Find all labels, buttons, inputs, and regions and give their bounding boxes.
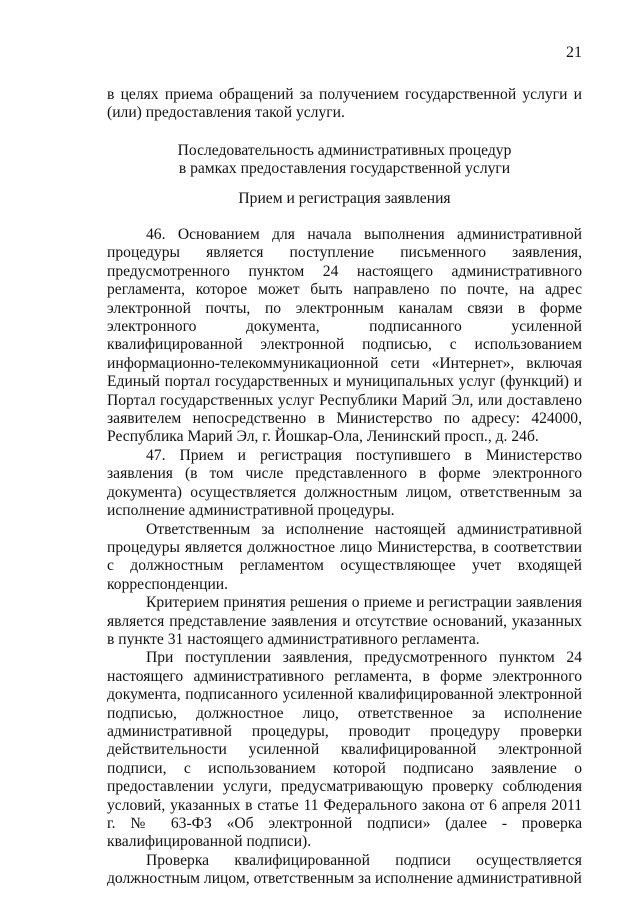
paragraph-responsible: Ответственным за исполнение настоящей административной процедуры является должностное лицо Министерства, в соответствии с должностным регламентом осуществляющее учет входящей корреспонденции. <box>107 520 582 593</box>
section-heading <box>107 142 582 179</box>
body-text <box>107 226 582 889</box>
section-heading-line-1: Последовательность административных процедур <box>177 142 512 159</box>
paragraph-46: 46. Основанием для начала выполнения административной процедуры является поступление письменного заявления, предусмотренного пунктом 24 настоящего административного регламента, которое может быть направлено по почте, на адрес электронной почты, по электронным каналам связи в форме электронного документа, подписанного усиленной квалифицированной электронной подписью, с использованием информационно-телекоммуникационной сети «Интернет», включая Единый портал государственных и муниципальных услуг (функций) и Портал государственных услуг Республики Марий Эл, или доставлено заявителем непосредственно в Министерство по адресу: 424000, Республика Марий Эл, г. Йошкар-Ола, Ленинский просп., д. 24б. <box>107 226 582 446</box>
intro-paragraph-block <box>107 86 582 123</box>
intro-paragraph: в целях приема обращений за получением государственной услуги и (или) предоставления такой услуги. <box>107 86 582 122</box>
subsection-heading: Прием и регистрация заявления <box>238 190 451 207</box>
paragraph-47: 47. Прием и регистрация поступившего в Министерство заявления (в том числе представленного в форме электронного документа) осуществляется должностным лицом, ответственным за исполнение административной процедуры. <box>107 446 582 520</box>
paragraph-verification: Проверка квалифицированной подписи осуществляется должностным лицом, ответственным за исполнение административной <box>107 851 582 888</box>
page-number: 21 <box>566 44 582 61</box>
section-heading-line-2: в рамках предоставления государственной услуги <box>178 160 511 178</box>
paragraph-signature-check: При поступлении заявления, предусмотренного пунктом 24 настоящего административного регламента, в форме электронного документа, подписанного усиленной квалифицированной электронной подписью, должностное лицо, ответственное за исполнение административной процедуры, проводит процедуру проверки действительности усиленной квалифицированной электронной подписи, с использованием которой подписано заявление о предоставлении услуги, предусматривающую проверку соблюдения условий, указанных в статье 11 Федерального закона от 6 апреля 2011 г. № 63-ФЗ «Об электронной подписи» (далее - проверка квалифицированной подписи). <box>107 649 582 851</box>
paragraph-criteria: Критерием принятия решения о приеме и регистрации заявления является представление заявления и отсутствие оснований, указанных в пункте 31 настоящего административного регламента. <box>107 594 582 648</box>
